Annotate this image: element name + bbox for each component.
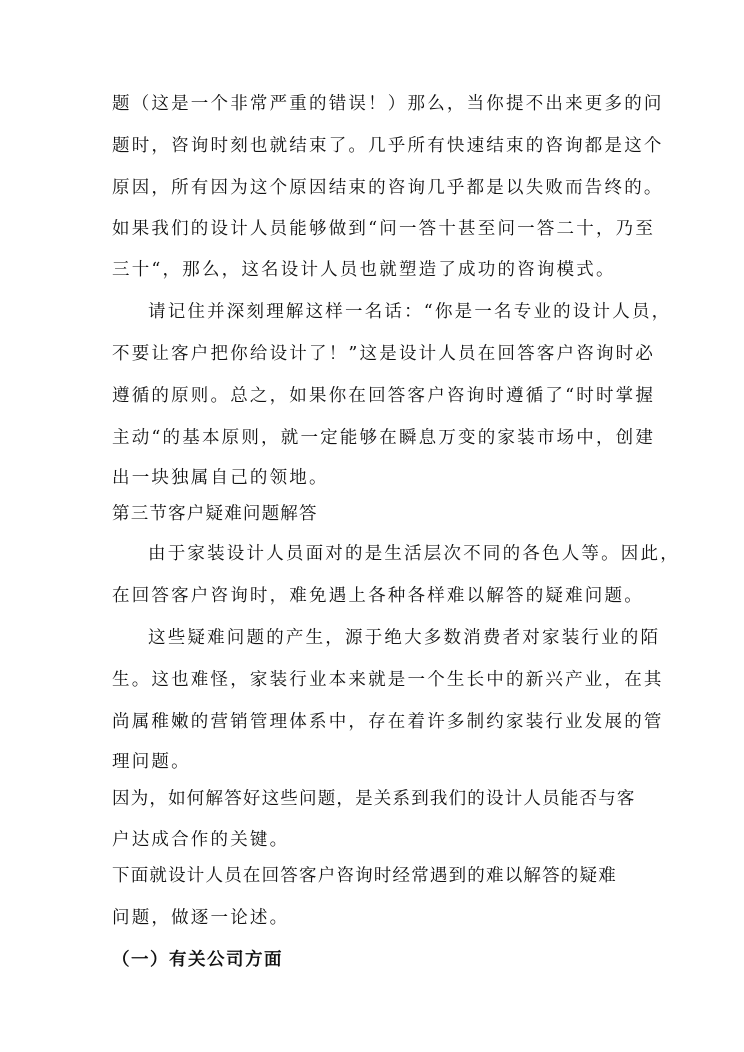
body-text-line: 生。这也难怪，家装行业本来就是一个生长中的新兴产业，在其: [112, 670, 664, 690]
body-text-line: 户达成合作的关键。: [112, 830, 290, 850]
paragraph-start-line: 这些疑难问题的产生，源于绝大多数消费者对家装行业的陌: [148, 628, 661, 648]
body-text-line: 在回答客户咨询时，难免遇上各种各样难以解答的疑难问题。: [112, 586, 644, 606]
body-text-line: 遵循的原则。总之，如果你在回答客户咨询时遵循了“时时掌握: [112, 386, 656, 406]
body-text-line: 题（这是一个非常严重的错误！）那么，当你提不出来更多的问: [112, 94, 664, 114]
paragraph-line: 因为，如何解答好这些问题，是关系到我们的设计人员能否与客: [112, 789, 636, 809]
body-text-line: 理问题。: [112, 752, 191, 772]
body-text-line: 不要让客户把你给设计了！”这是设计人员在回答客户咨询时必: [112, 344, 656, 364]
body-text-line: 问题，做逐一论述。: [112, 908, 290, 928]
body-text-line: 尚属稚嫩的营销管理体系中，存在着许多制约家装行业发展的管: [112, 712, 664, 732]
subsection-heading: （一）有关公司方面: [112, 950, 283, 970]
body-text-line: 题时，咨询时刻也就结束了。几乎所有快速结束的咨询都是这个: [112, 136, 664, 156]
paragraph-start-line: 由于家装设计人员面对的是生活层次不同的各色人等。因此，: [148, 544, 680, 564]
body-text-line: 主动“的基本原则，就一定能够在瞬息万变的家装市场中，创建: [112, 428, 656, 448]
paragraph-line: 下面就设计人员在回答客户咨询时经常遇到的难以解答的疑难: [112, 866, 617, 886]
body-text-line: 出一块独属自己的领地。: [112, 468, 329, 488]
paragraph-start-line: 请记住并深刻理解这样一名话：“你是一名专业的设计人员，: [148, 302, 672, 322]
body-text-line: 原因，所有因为这个原因结束的咨询几乎都是以失败而告终的。: [112, 178, 664, 198]
body-text-line: 如果我们的设计人员能够做到“问一答十甚至问一答二十，乃至: [112, 219, 656, 239]
section-title: 第三节客户疑难问题解答: [112, 504, 318, 524]
body-text-line: 三十“，那么，这名设计人员也就塑造了成功的咨询模式。: [112, 260, 616, 280]
